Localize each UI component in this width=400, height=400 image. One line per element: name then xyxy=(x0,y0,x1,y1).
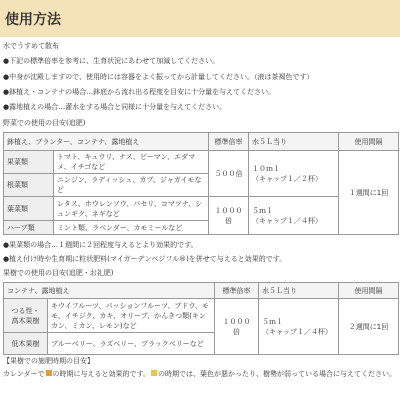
water-amount: ５ｍｌ xyxy=(252,206,273,215)
fruit-table xyxy=(3,282,399,355)
table-row xyxy=(4,299,399,333)
crops-cell: レタス、ホウレンソウ、パセリ、コマツナ、シュンギク、ネギなど xyxy=(54,197,209,221)
timing-text: の時期では、葉色が悪かったり、樹勢が弱っている場合に与えてください。 xyxy=(158,370,396,378)
ratio-cell xyxy=(209,197,249,235)
ratio-cell: ５００倍 xyxy=(209,151,249,197)
category-cell: ハーブ類 xyxy=(4,221,54,235)
intro-bullet: ●中身が沈殿しますので、使用時には容器をよく振ってから計量してください。（液は茶褐色です） xyxy=(3,73,314,81)
column-header: 水５Ｌ当り xyxy=(249,133,339,151)
timing-text: の時期に与えると効果的です。 xyxy=(52,370,150,378)
ratio-unit: 倍 xyxy=(225,216,232,225)
crops-cell: ミント類、ラベンダー、カモミールなど xyxy=(54,221,209,235)
category-cell: 根菜類 xyxy=(4,174,54,197)
column-header: 使用間隔 xyxy=(339,283,399,299)
intro-bullet: ●露地植えの場合…灌水をする場合と同様に十分量を与えてください。 xyxy=(3,103,227,111)
category-cell: 低木果樹 xyxy=(4,333,48,355)
ratio-value: １０００ xyxy=(222,317,251,326)
calendar-mark-icon xyxy=(46,370,52,376)
column-header: コンテナ、露地植え xyxy=(4,283,215,299)
water-note: （キャップ１／２杯） xyxy=(252,174,322,183)
water-note: （キャップ１／４杯） xyxy=(252,216,322,225)
page-title: 使用方法 xyxy=(5,12,61,28)
column-header: 標準倍率 xyxy=(215,283,259,299)
crops-cell: ニンジン、ラディッシュ、カブ、ジャガイモなど xyxy=(54,174,209,197)
intro-bullet: ●鉢植え・コンテナの場合…鉢底から流れ出る程度を目安に十分量を与えてください。 xyxy=(3,88,276,96)
calendar-mark-light-icon xyxy=(151,370,157,376)
ratio-value: １０００ xyxy=(214,206,243,215)
water-cell xyxy=(249,151,339,197)
vegetable-heading: 野菜での使用の目安(追肥) xyxy=(3,119,86,127)
fruit-heading: 果樹での使用の目安(追肥・お礼肥) xyxy=(3,269,114,277)
water-amount: １０ｍｌ xyxy=(252,164,280,173)
water-cell xyxy=(249,197,339,235)
category-label: つる性・ xyxy=(11,306,40,315)
category-cell: 果菜類 xyxy=(4,151,54,174)
timing-heading: 【果樹での施肥時期の目安】 xyxy=(3,357,94,365)
column-header: 標準倍率 xyxy=(209,133,249,151)
interval-cell: １週間に1回 xyxy=(339,151,399,235)
table-row xyxy=(4,151,399,174)
category-cell xyxy=(4,299,48,333)
note-line: ●果菜類の場合…１週間に２回程度与えるとより効果的です。 xyxy=(3,241,198,249)
vegetable-table xyxy=(3,132,399,235)
column-header: 鉢植え、プランター、コンテナ、露地植え xyxy=(4,133,209,151)
intro-bullet: ●下記の標準倍率を参考に、生育状況にあわせて加減してください。 xyxy=(3,57,220,65)
table-header-row xyxy=(4,133,399,151)
water-amount: ５ｍｌ xyxy=(262,317,284,326)
water-cell xyxy=(259,299,339,355)
column-header: 使用間隔 xyxy=(339,133,399,151)
category-label: 高木果樹 xyxy=(11,316,40,325)
timing-text: カレンダーで xyxy=(3,370,45,378)
column-header: 水５Ｌ当り xyxy=(259,283,339,299)
bottom-margin xyxy=(0,378,400,400)
ratio-cell xyxy=(215,299,259,355)
interval-cell: ２週間に1回 xyxy=(339,299,399,355)
intro-heading: 水でうすめて散布 xyxy=(3,42,59,50)
ratio-unit: 倍 xyxy=(233,327,241,336)
category-cell: 葉菜類 xyxy=(4,197,54,221)
crops-cell: キウイフルーツ、パッションフルーツ、ブドウ、モモ、イチジク、カキ、オリーブ、かんきつ類(キンカン、ミカン、レモン)など xyxy=(48,299,215,333)
table-header-row xyxy=(4,283,399,299)
crops-cell: トマト、キュウリ、ナス、ピーマン、エダマメ、イチゴなど xyxy=(54,151,209,174)
crops-cell: ブルーベリー、ラズベリー、ブラックベリーなど xyxy=(48,333,215,355)
water-note: （キャップ１／４杯） xyxy=(262,327,333,336)
note-line: ●植え付け時や生育期に粒状肥料(マイガーデンベジフル®)を併せて与えると効果的です。 xyxy=(3,255,287,263)
